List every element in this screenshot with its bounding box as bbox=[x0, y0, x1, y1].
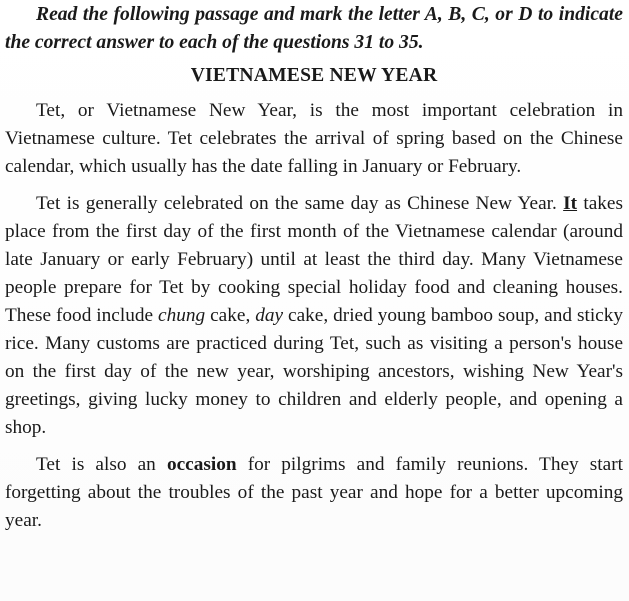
passage-paragraph-3 bbox=[5, 451, 623, 535]
highlighted-word-occasion: occasion bbox=[166, 454, 237, 475]
reading-instructions bbox=[5, 0, 623, 57]
referent-word-it: It bbox=[563, 193, 578, 214]
instructions-text: Read the following passage and mark the letter A, B, C, or D to indicate the correct answer to each of the questions 31 to 35. bbox=[5, 4, 623, 53]
paragraph-2-text-c: cake, dried young bamboo soup, and sticky rice. Many customs are practiced during Tet, such as visiting a person's house on the first day of the new year, worshiping ancestors, wishing New Year's greetings, giving lucky money to children and elderly people, and opening a shop. bbox=[5, 305, 624, 438]
paragraph-2-sentence-1: Tet is generally celebrated on the same day as Chinese New Year. bbox=[36, 193, 557, 214]
paragraph-2-text-b: cake, bbox=[210, 305, 251, 326]
passage-title: VIETNAMESE NEW YEAR bbox=[190, 65, 438, 86]
paragraph-2-text-a: takes place from the first day of the first month of the Vietnamese calendar (around late January or early February) until at least the third day. Many Vietnamese people prepare for Tet by cooking special holiday food and cleaning houses. These food include bbox=[5, 193, 623, 326]
italic-word-chung: chung bbox=[158, 305, 206, 326]
paragraph-3-text-a: Tet is also an bbox=[36, 454, 156, 475]
italic-word-day: day bbox=[255, 305, 284, 326]
passage-paragraph-2 bbox=[5, 190, 623, 442]
passage-paragraph-1: Tet, or Vietnamese New Year, is the most important celebration in Vietnamese culture. Tet celebrates the arrival of spring based on the Chinese calendar, which usually has the date falling in January or February. bbox=[5, 100, 623, 177]
paragraph-3-text-b: for pilgrims and family reunions. They start forgetting about the troubles of the past year and hope for a better upcoming year. bbox=[5, 454, 623, 531]
